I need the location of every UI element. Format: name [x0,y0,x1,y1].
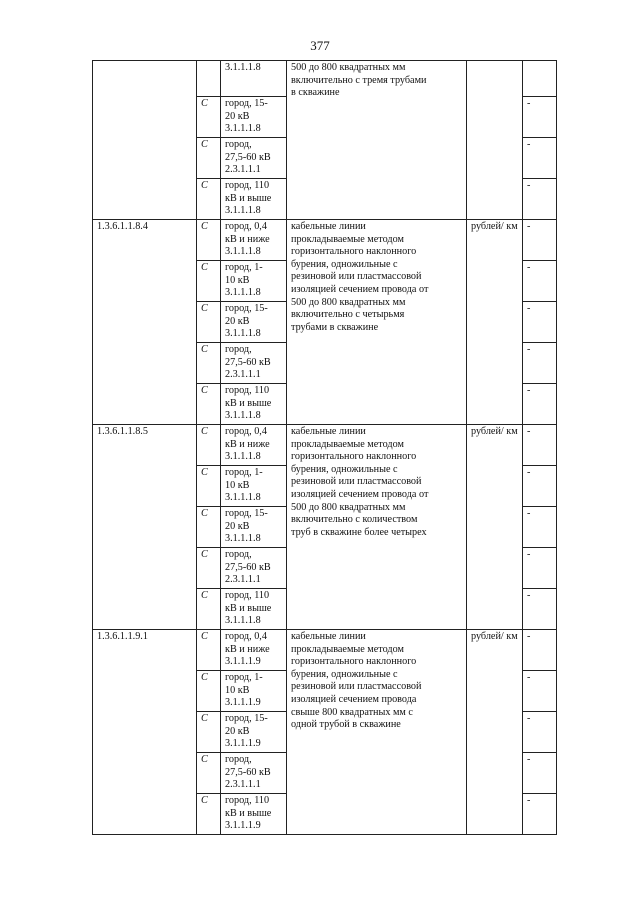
description-line: одной трубой в скважине [291,719,401,731]
value-cell: - [523,220,557,261]
category-cell: С [197,220,221,261]
unit-cell: рублей/ км [467,220,523,425]
voltage-level-line: город, 15- [225,508,268,519]
voltage-level-line: 2.3.1.1.1 [225,779,261,791]
description-line: включительно с количеством [291,514,418,526]
voltage-level-cell [221,507,287,548]
voltage-level-line: город, 0,4 [225,426,267,437]
voltage-level-line: кВ и выше [225,602,272,614]
description-line: изоляцией сечением провода [291,693,417,705]
value-cell: - [523,343,557,384]
row-code: 1.3.6.1.1.8.5 [93,425,197,630]
voltage-level-line: кВ и ниже [225,233,270,245]
voltage-level-line: 3.1.1.1.9 [225,820,261,832]
voltage-level-line: 3.1.1.1.8 [225,492,261,504]
voltage-level-line: город, 15- [225,98,268,109]
description-line: бурения, одножильные с [291,463,398,475]
description-line: резиновой или пластмассовой [291,681,422,693]
description-line: кабельные линии [291,426,366,437]
description-line: кабельные линии [291,631,366,642]
category-cell: С [197,425,221,466]
voltage-level-cell [221,97,287,138]
voltage-level-cell [221,179,287,220]
description-line: включительно с четырьмя [291,309,405,321]
voltage-level-line: 3.1.1.1.8 [225,328,261,340]
category-cell: С [197,343,221,384]
voltage-level-line: 27,5-60 кВ [225,766,271,778]
value-cell: - [523,712,557,753]
category-cell: С [197,179,221,220]
voltage-level-cell [221,712,287,753]
description-line: горизонтального наклонного [291,656,417,668]
category-cell: С [197,712,221,753]
description-line: кабельные линии [291,221,366,232]
description-cell [287,425,467,630]
voltage-level-line: город, 110 [225,590,270,601]
description-line: бурения, одножильные с [291,258,398,270]
table-row [93,220,557,261]
value-cell: - [523,302,557,343]
category-cell: С [197,384,221,425]
category-cell: С [197,794,221,835]
category-cell: С [197,753,221,794]
voltage-level-line: город, 15- [225,713,268,724]
voltage-level-line: город, 1- [225,262,263,273]
voltage-level-cell [221,61,287,97]
page-number: 377 [310,38,330,53]
row-code [93,61,197,220]
unit-cell [467,61,523,220]
row-code: 1.3.6.1.1.9.1 [93,630,197,835]
voltage-level-line: 2.3.1.1.1 [225,369,261,381]
voltage-level-line: 3.1.1.1.8 [225,246,261,258]
voltage-level-line: 20 кВ [225,725,250,737]
voltage-level-cell [221,302,287,343]
value-cell: - [523,261,557,302]
value-cell: - [523,507,557,548]
voltage-level-line: 20 кВ [225,315,250,327]
value-cell: - [523,97,557,138]
category-cell: С [197,630,221,671]
value-cell: - [523,179,557,220]
description-cell [287,220,467,425]
voltage-level-line: 3.1.1.1.8 [225,410,261,422]
value-cell: - [523,425,557,466]
voltage-level-cell [221,425,287,466]
voltage-level-line: город, 110 [225,180,270,191]
table-row [93,61,557,97]
voltage-level-cell [221,466,287,507]
voltage-level-cell [221,671,287,712]
voltage-level-line: 10 кВ [225,479,250,491]
description-line: изоляцией сечением провода от [291,488,429,500]
voltage-level-line: город, 1- [225,672,263,683]
voltage-level-line: город, [225,754,252,765]
voltage-level-line: 27,5-60 кВ [225,561,271,573]
voltage-level-line: кВ и ниже [225,643,270,655]
voltage-level-line: 20 кВ [225,110,250,122]
table-row [93,630,557,671]
voltage-level-line: 20 кВ [225,520,250,532]
description-line: изоляцией сечением провода от [291,283,429,295]
value-cell: - [523,630,557,671]
description-line: прокладываемые методом [291,438,404,450]
tariff-table [92,60,557,835]
value-cell: - [523,753,557,794]
description-line: свыше 800 квадратных мм с [291,706,413,718]
voltage-level-line: 3.1.1.1.8 [225,451,261,463]
category-cell: С [197,138,221,179]
voltage-level-line: город, 15- [225,303,268,314]
voltage-level-cell [221,343,287,384]
voltage-level-line: 3.1.1.1.9 [225,738,261,750]
voltage-level-cell [221,220,287,261]
voltage-level-line: 10 кВ [225,684,250,696]
voltage-level-line: 3.1.1.1.8 [225,62,261,73]
voltage-level-cell [221,384,287,425]
voltage-level-line: кВ и ниже [225,438,270,450]
description-line: прокладываемые методом [291,643,404,655]
voltage-level-line: город, 110 [225,385,270,396]
voltage-level-line: город, 1- [225,467,263,478]
voltage-level-line: 3.1.1.1.8 [225,287,261,299]
description-line: резиновой или пластмассовой [291,476,422,488]
voltage-level-line: город, 0,4 [225,221,267,232]
voltage-level-line: 3.1.1.1.8 [225,533,261,545]
row-code: 1.3.6.1.1.8.4 [93,220,197,425]
description-line: бурения, одножильные с [291,668,398,680]
unit-cell: рублей/ км [467,630,523,835]
description-line: трубами в скважине [291,321,379,333]
value-cell: - [523,384,557,425]
voltage-level-line: 10 кВ [225,274,250,286]
category-cell: С [197,466,221,507]
voltage-level-line: 3.1.1.1.8 [225,615,261,627]
table-body [93,61,557,835]
value-cell: - [523,138,557,179]
voltage-level-line: 2.3.1.1.1 [225,164,261,176]
voltage-level-line: 3.1.1.1.8 [225,123,261,135]
voltage-level-line: город, 0,4 [225,631,267,642]
voltage-level-line: 2.3.1.1.1 [225,574,261,586]
voltage-level-line: 3.1.1.1.9 [225,656,261,668]
value-cell: - [523,671,557,712]
category-cell: С [197,261,221,302]
voltage-level-cell [221,630,287,671]
description-line: резиновой или пластмассовой [291,271,422,283]
voltage-level-cell [221,794,287,835]
description-line: включительно с тремя трубами [291,74,427,86]
voltage-level-cell [221,753,287,794]
voltage-level-line: кВ и выше [225,397,272,409]
voltage-level-line: 27,5-60 кВ [225,356,271,368]
description-cell [287,630,467,835]
category-cell: С [197,97,221,138]
value-cell [523,61,557,97]
description-cell [287,61,467,220]
voltage-level-line: город, [225,344,252,355]
unit-cell: рублей/ км [467,425,523,630]
voltage-level-line: город, [225,139,252,150]
voltage-level-line: 3.1.1.1.8 [225,205,261,217]
description-line: 500 до 800 квадратных мм [291,62,406,73]
description-line: 500 до 800 квадратных мм [291,501,406,513]
voltage-level-cell [221,138,287,179]
voltage-level-cell [221,589,287,630]
voltage-level-line: город, 110 [225,795,270,806]
category-cell: С [197,302,221,343]
value-cell: - [523,548,557,589]
description-line: труб в скважине более четырех [291,526,427,538]
category-cell: С [197,589,221,630]
value-cell: - [523,794,557,835]
description-line: 500 до 800 квадратных мм [291,296,406,308]
category-cell: С [197,548,221,589]
category-cell [197,61,221,97]
value-cell: - [523,466,557,507]
voltage-level-cell [221,548,287,589]
description-line: в скважине [291,87,340,99]
category-cell: С [197,507,221,548]
description-line: горизонтального наклонного [291,246,417,258]
value-cell: - [523,589,557,630]
description-line: горизонтального наклонного [291,451,417,463]
voltage-level-line: кВ и выше [225,192,272,204]
voltage-level-line: 3.1.1.1.9 [225,697,261,709]
voltage-level-line: кВ и выше [225,807,272,819]
voltage-level-line: город, [225,549,252,560]
voltage-level-line: 27,5-60 кВ [225,151,271,163]
table-row [93,425,557,466]
description-line: прокладываемые методом [291,233,404,245]
voltage-level-cell [221,261,287,302]
category-cell: С [197,671,221,712]
